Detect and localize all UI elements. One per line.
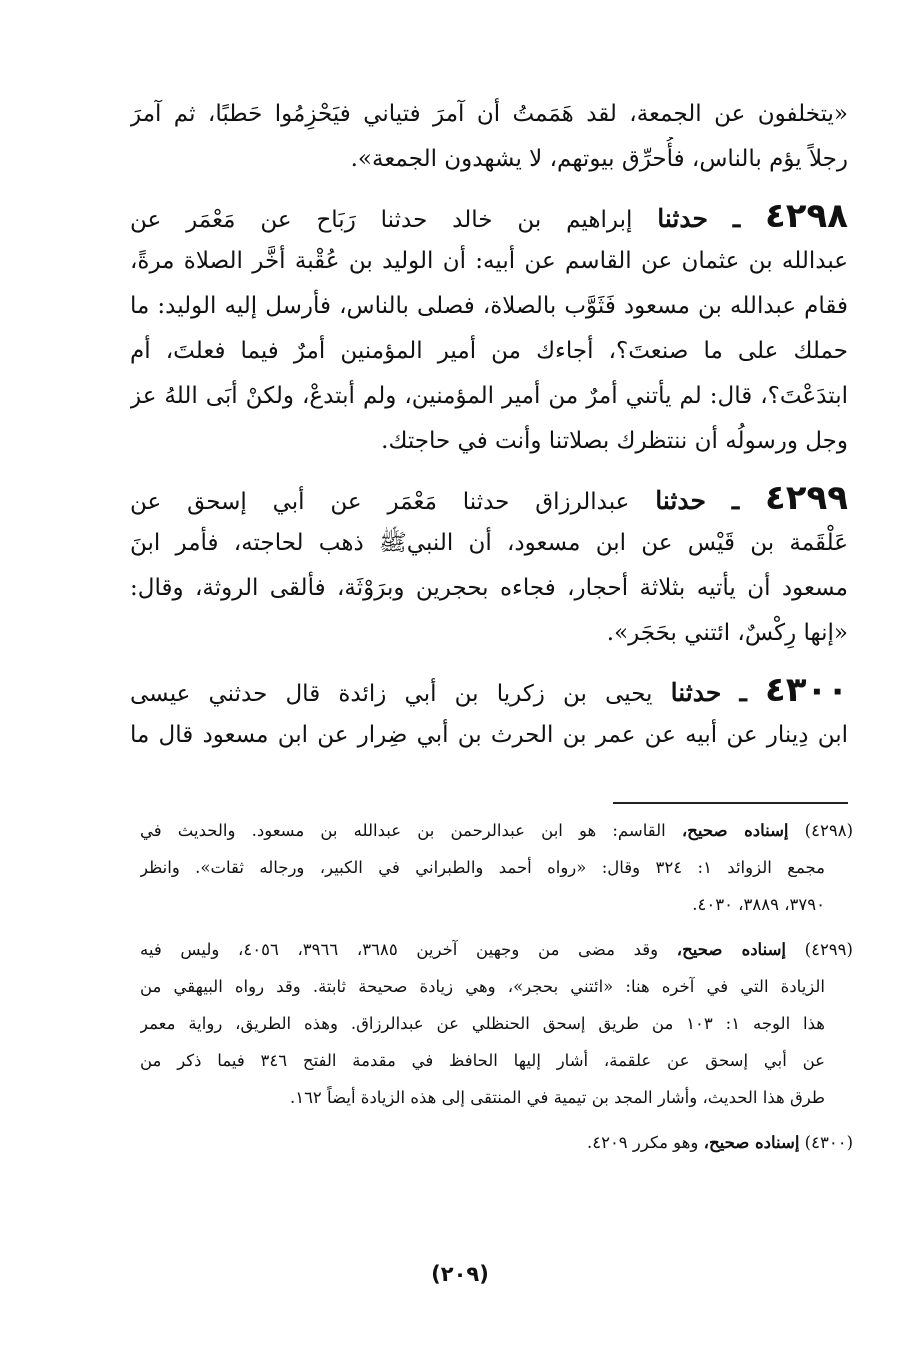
footnote-grade: إسناده صحيح،: [681, 821, 789, 840]
text-line: «يتخلفون عن الجمعة، لقد هَمَمتُ أن آمرَ فتياني فيَحْزِمُوا حَطبًا، ثم آمرَ: [130, 101, 848, 127]
intro-paragraph: [130, 92, 848, 182]
text-line: عبدالله بن عثمان عن القاسم عن أبيه: أن الوليد بن عُقْبة أخَّر الصلاة مرةً،: [130, 248, 848, 274]
footnote-line: هذا الوجه ١: ١٠٣ من طريق إسحق الحنظلي عن عبدالرزاق. وهذه الطريق، رواية معمر: [140, 1014, 825, 1033]
hadith-first-line-text: يحيى بن زكريا بن أبي زائدة قال حدثني عيسى: [130, 681, 653, 707]
hadith-dash: ـ: [732, 204, 741, 233]
text-line: وجل ورسولُه أن ننتظرك بصلاتنا وأنت في حاجتك.: [381, 428, 848, 454]
footnote-line: ٣٧٩٠، ٣٨٨٩، ٤٠٣٠.: [692, 895, 825, 914]
hadith-4300: [130, 668, 848, 758]
page-number: (٢٠٩): [431, 1262, 489, 1286]
footnote-first-line: [140, 812, 853, 849]
hadith-dash: ـ: [731, 486, 740, 515]
footnote-4298: [140, 812, 853, 923]
footnote-text: وقد مضى من وجهين آخرين ٣٦٨٥، ٣٩٦٦، ٤٠٥٦، وليس فيه: [140, 940, 659, 959]
footnote-divider: [613, 802, 848, 804]
main-text: [130, 92, 848, 758]
hadith-4299: [130, 476, 848, 656]
footnote-text: وهو مكرر ٤٢٠٩.: [586, 1133, 699, 1152]
text-line: عَلْقَمة بن قَيْس عن ابن مسعود، أن النبيﷺ ذهب لحاجته، فأمر ابنَ: [130, 530, 848, 556]
hadith-4298: [130, 194, 848, 464]
footnote-4299: [140, 931, 853, 1116]
text-line: ابتدَعْتَ؟، قال: لم يأتني أمرٌ من أمير المؤمنين، ولم أبتدعْ، ولكنْ أبَى اللهُ عز: [130, 383, 848, 409]
hadith-lead-word: حدثنا: [670, 678, 722, 707]
text-line: فقام عبدالله بن مسعود فَثَوَّب بالصلاة، فصلى بالناس، فأرسل إليه الوليد: ما: [130, 293, 848, 319]
hadith-number: ٤٢٩٨: [765, 196, 848, 236]
footnote-grade: إسناده صحيح،: [676, 940, 786, 959]
footnote-line: الزيادة التي في آخره هنا: «ائتني بحجر»، وهي زيادة صحيحة ثابتة. وقد رواه البيهقي من: [140, 977, 825, 996]
footnote-line: عن أبي إسحق عن علقمة، أشار إليها الحافظ في مقدمة الفتح ٣٤٦ فيما ذكر من: [140, 1051, 825, 1070]
footnote-line: طرق هذا الحديث، وأشار المجد بن تيمية في المنتقى إلى هذه الزيادة أيضاً ١٦٢.: [289, 1088, 825, 1107]
hadith-number: ٤٢٩٩: [765, 478, 848, 518]
footnote-label: (٤٢٩٨): [804, 821, 853, 840]
footnote-first-line: [140, 1124, 853, 1161]
footnote-4300: [140, 1124, 853, 1161]
hadith-first-line: [130, 668, 848, 713]
text-line: ابن دِينار عن أبيه عن عمر بن الحرث بن أبي ضِرار عن ابن مسعود قال ما: [130, 722, 848, 748]
footnote-line: مجمع الزوائد ١: ٣٢٤ وقال: «رواه أحمد والطبراني في الكبير، ورجاله ثقات». وانظر: [140, 858, 826, 877]
footnote-label: (٤٣٠٠): [804, 1133, 853, 1152]
hadith-dash: ـ: [739, 678, 747, 707]
hadith-first-line-text: عبدالرزاق حدثنا مَعْمَر عن أبي إسحق عن: [130, 489, 630, 515]
footnote-label: (٤٢٩٩): [804, 940, 853, 959]
text-line: حملك على ما صنعتَ؟، أجاءك من أمير المؤمنين أمرٌ فيما فعلتَ، أم: [130, 338, 848, 364]
hadith-first-line: [130, 476, 848, 521]
hadith-first-line-text: إبراهيم بن خالد حدثنا رَبَاح عن مَعْمَر عن: [130, 207, 633, 233]
hadith-lead-word: حدثنا: [657, 204, 708, 233]
hadith-number: ٤٣٠٠: [765, 670, 848, 710]
text-line: مسعود أن يأتيه بثلاثة أحجار، فجاءه بحجرين وبرَوْثَة، فألقى الروثة، وقال:: [130, 575, 848, 601]
hadith-first-line: [130, 194, 848, 239]
footnote-grade: إسناده صحيح،: [703, 1133, 800, 1152]
hadith-lead-word: حدثنا: [655, 486, 706, 515]
text-line: رجلاً يؤم بالناس، فأُحرِّق بيوتهم، لا يشهدون الجمعة».: [350, 146, 848, 172]
footnote-text: القاسم: هو ابن عبدالرحمن بن عبدالله بن مسعود. والحديث في: [140, 821, 666, 840]
footnote-first-line: [140, 931, 853, 968]
footnotes: [140, 812, 853, 1169]
text-line: «إنها رِكْسٌ، ائتني بحَجَر».: [606, 620, 848, 646]
